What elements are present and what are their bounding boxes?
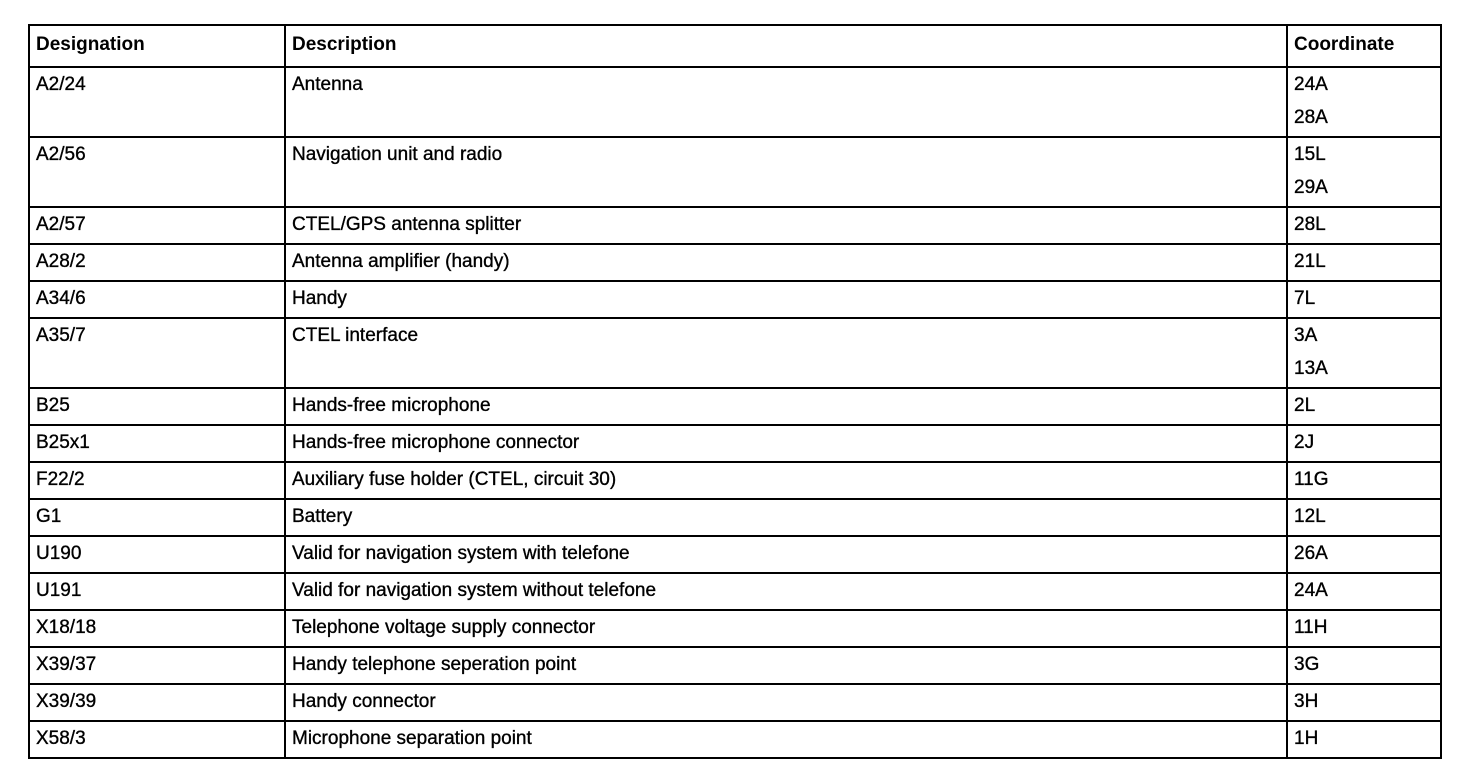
cell-description: Microphone separation point	[285, 721, 1287, 758]
table-row	[29, 425, 1441, 462]
coordinate-value: 11G	[1294, 469, 1329, 490]
component-legend-table	[28, 24, 1442, 759]
coordinate-value: 13A	[1294, 358, 1328, 379]
table-row	[29, 281, 1441, 318]
coordinate-value: 2J	[1294, 432, 1315, 453]
table-body	[29, 67, 1441, 758]
coordinate-value: 11H	[1294, 617, 1328, 638]
cell-coordinate	[1287, 462, 1441, 499]
table-row	[29, 318, 1441, 388]
cell-description: Handy connector	[285, 684, 1287, 721]
header-coordinate: Coordinate	[1287, 25, 1441, 67]
cell-designation: A35/7	[29, 318, 285, 388]
table-row	[29, 647, 1441, 684]
coordinate-value: 26A	[1294, 543, 1328, 564]
cell-description: Hands-free microphone	[285, 388, 1287, 425]
cell-description: Handy	[285, 281, 1287, 318]
cell-description: Telephone voltage supply connector	[285, 610, 1287, 647]
cell-designation: A2/56	[29, 137, 285, 207]
cell-description: Hands-free microphone connector	[285, 425, 1287, 462]
cell-coordinate	[1287, 684, 1441, 721]
table-row	[29, 244, 1441, 281]
cell-coordinate	[1287, 610, 1441, 647]
header-description: Description	[285, 25, 1287, 67]
cell-designation: A2/57	[29, 207, 285, 244]
cell-designation: X39/39	[29, 684, 285, 721]
table-row	[29, 462, 1441, 499]
table-row	[29, 610, 1441, 647]
coordinate-value: 12L	[1294, 506, 1326, 527]
cell-description: CTEL/GPS antenna splitter	[285, 207, 1287, 244]
coordinate-value: 29A	[1294, 177, 1328, 198]
cell-coordinate	[1287, 207, 1441, 244]
cell-description: Battery	[285, 499, 1287, 536]
coordinate-value: 15L	[1294, 144, 1326, 165]
cell-designation: X18/18	[29, 610, 285, 647]
cell-coordinate	[1287, 647, 1441, 684]
table-header	[29, 25, 1441, 67]
coordinate-value: 1H	[1294, 728, 1319, 749]
coordinate-value: 3H	[1294, 691, 1319, 712]
cell-coordinate	[1287, 573, 1441, 610]
cell-designation: B25x1	[29, 425, 285, 462]
table-row	[29, 207, 1441, 244]
cell-description: CTEL interface	[285, 318, 1287, 388]
cell-coordinate	[1287, 536, 1441, 573]
cell-coordinate	[1287, 425, 1441, 462]
header-designation: Designation	[29, 25, 285, 67]
cell-designation: B25	[29, 388, 285, 425]
cell-coordinate	[1287, 388, 1441, 425]
coordinate-value: 3G	[1294, 654, 1320, 675]
cell-designation: A28/2	[29, 244, 285, 281]
coordinate-value: 28L	[1294, 214, 1326, 235]
cell-coordinate	[1287, 137, 1441, 207]
table-row	[29, 684, 1441, 721]
coordinate-value: 24A	[1294, 74, 1328, 95]
coordinate-value: 24A	[1294, 580, 1328, 601]
cell-description: Handy telephone seperation point	[285, 647, 1287, 684]
cell-designation: F22/2	[29, 462, 285, 499]
cell-coordinate	[1287, 499, 1441, 536]
table-row	[29, 137, 1441, 207]
cell-description: Antenna amplifier (handy)	[285, 244, 1287, 281]
cell-designation: G1	[29, 499, 285, 536]
cell-designation: A34/6	[29, 281, 285, 318]
cell-designation: U191	[29, 573, 285, 610]
cell-description: Navigation unit and radio	[285, 137, 1287, 207]
cell-description: Antenna	[285, 67, 1287, 137]
cell-description: Auxiliary fuse holder (CTEL, circuit 30)	[285, 462, 1287, 499]
table-row	[29, 536, 1441, 573]
cell-description: Valid for navigation system with telefone	[285, 536, 1287, 573]
coordinate-value: 3A	[1294, 325, 1318, 346]
cell-coordinate	[1287, 281, 1441, 318]
cell-description: Valid for navigation system without telefone	[285, 573, 1287, 610]
cell-coordinate	[1287, 721, 1441, 758]
table-row	[29, 67, 1441, 137]
header-row	[29, 25, 1441, 67]
cell-coordinate	[1287, 318, 1441, 388]
legend-sheet	[28, 24, 1442, 759]
coordinate-value: 7L	[1294, 288, 1316, 309]
table-row	[29, 499, 1441, 536]
cell-coordinate	[1287, 244, 1441, 281]
cell-designation: A2/24	[29, 67, 285, 137]
coordinate-value: 28A	[1294, 107, 1328, 128]
coordinate-value: 2L	[1294, 395, 1316, 416]
table-row	[29, 573, 1441, 610]
cell-designation: U190	[29, 536, 285, 573]
cell-designation: X39/37	[29, 647, 285, 684]
table-row	[29, 721, 1441, 758]
coordinate-value: 21L	[1294, 251, 1326, 272]
table-row	[29, 388, 1441, 425]
cell-coordinate	[1287, 67, 1441, 137]
cell-designation: X58/3	[29, 721, 285, 758]
